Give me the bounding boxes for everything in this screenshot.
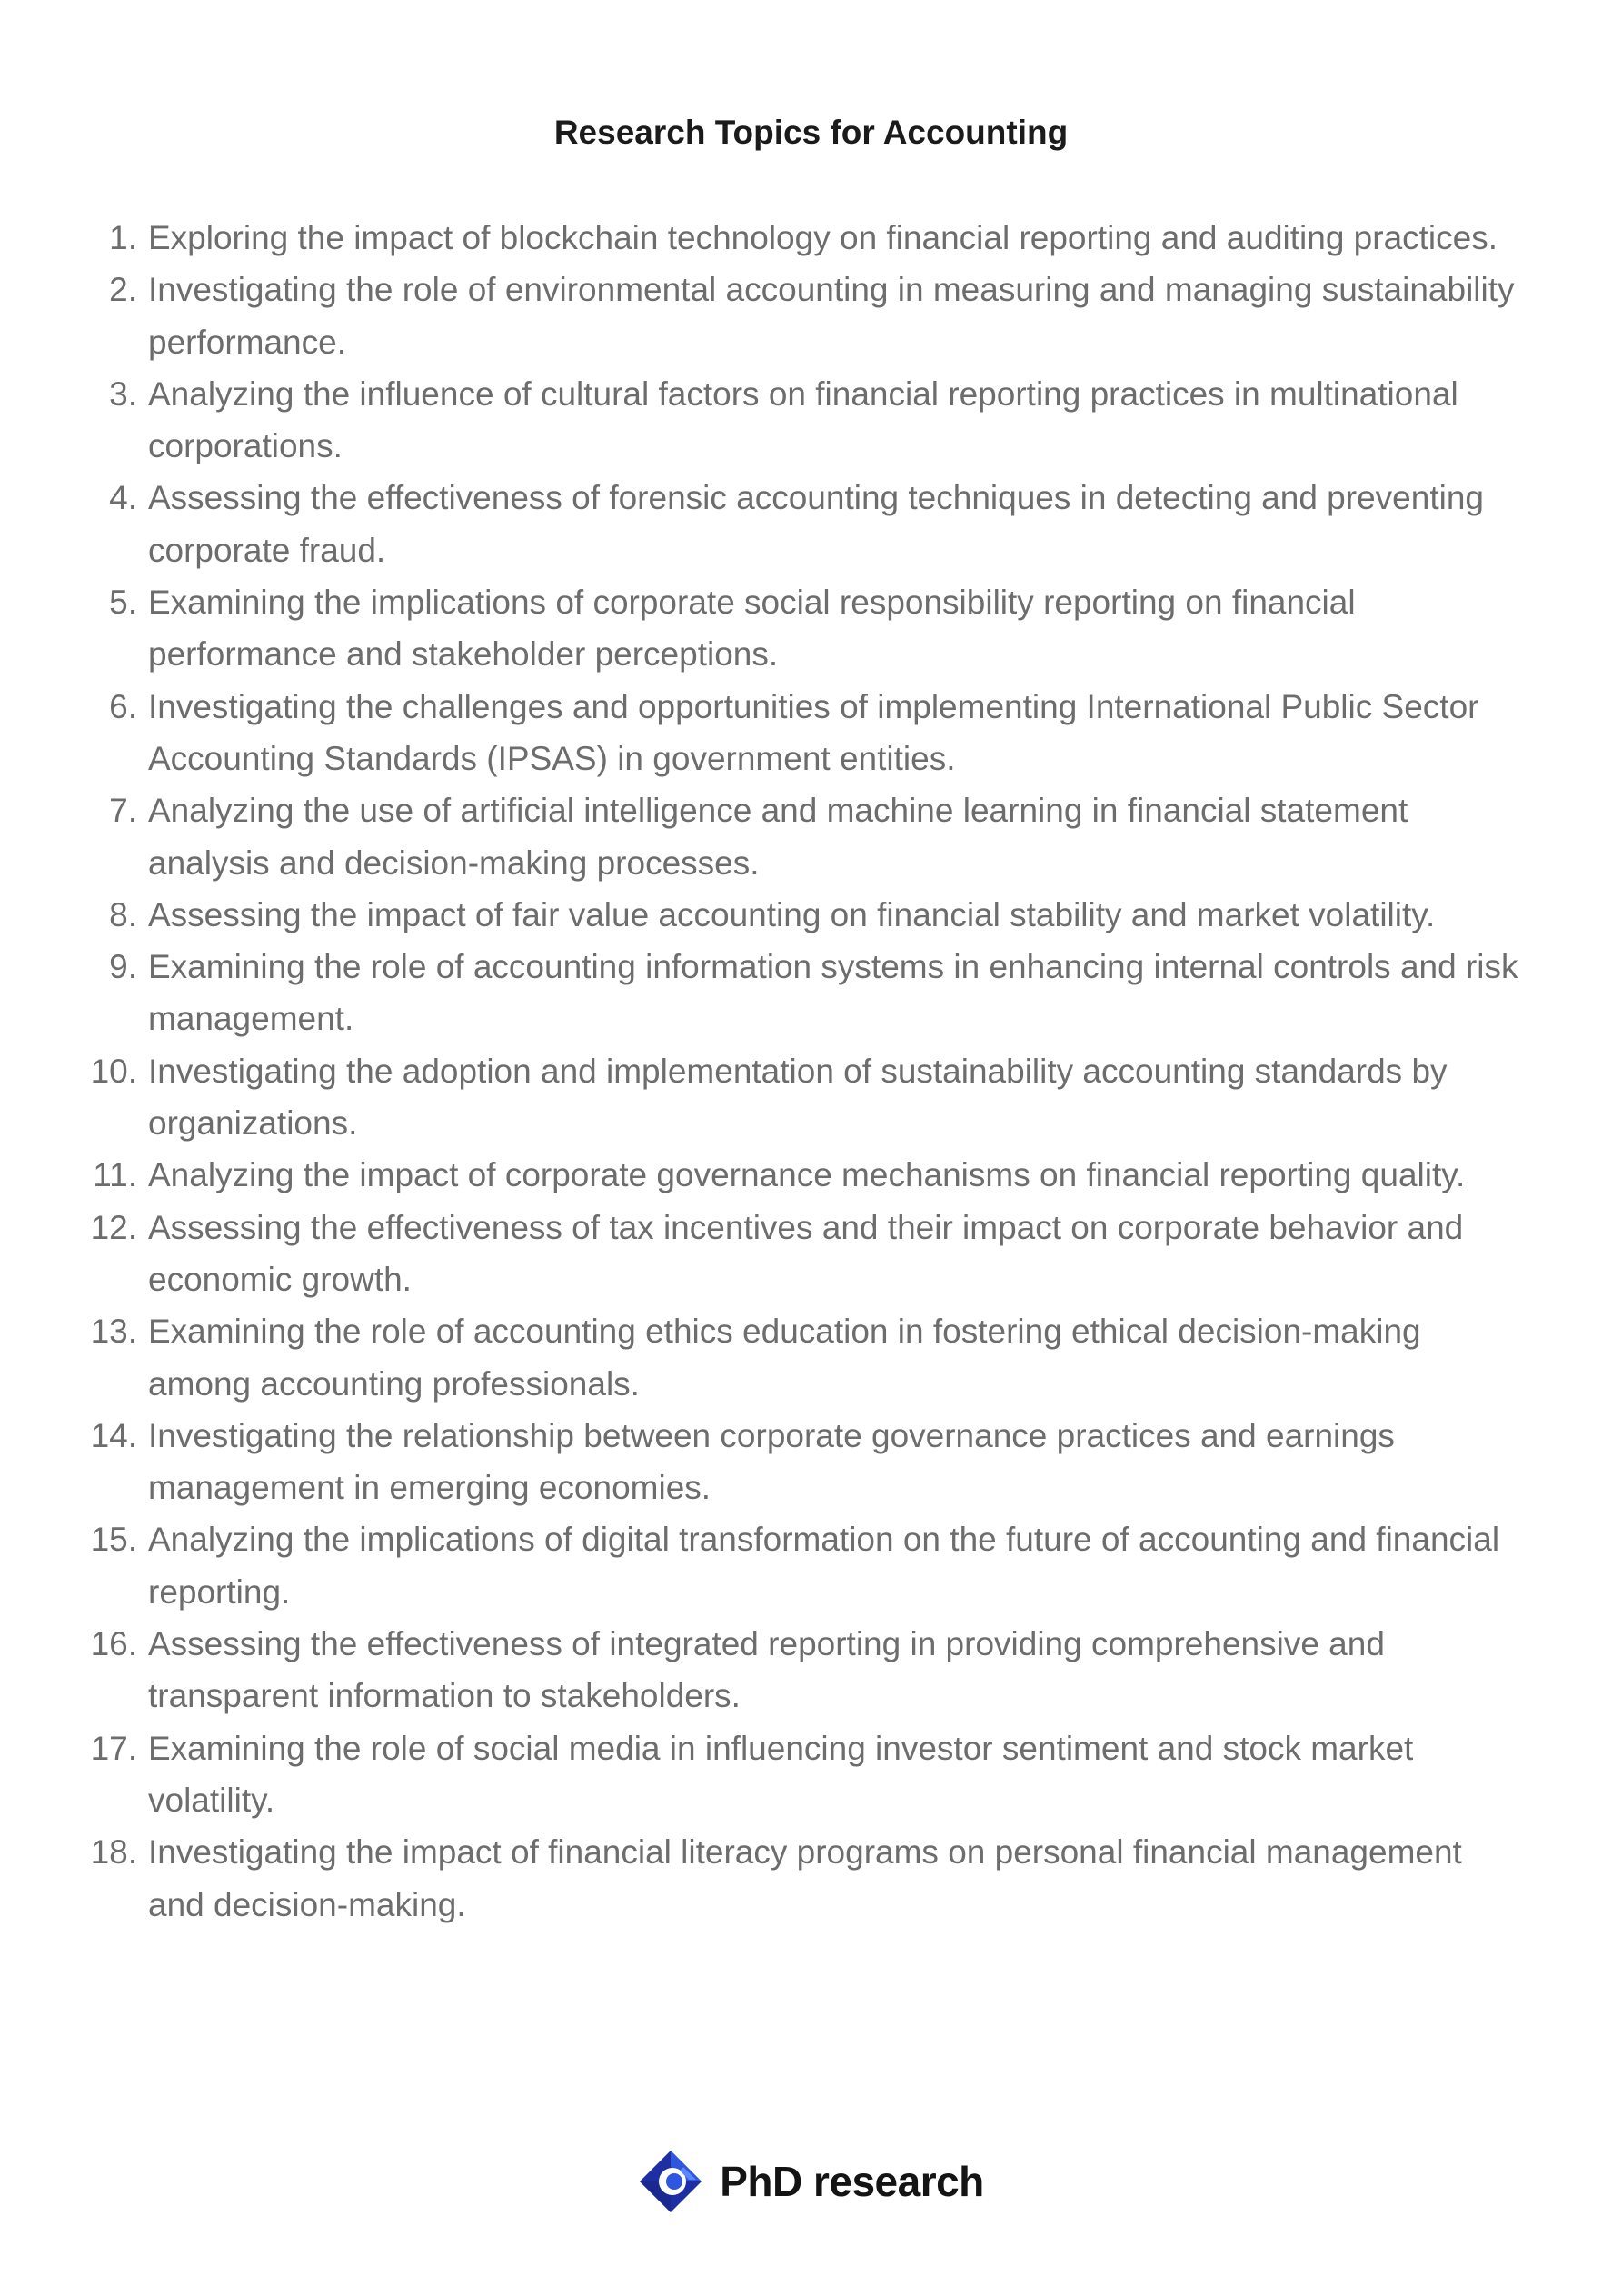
topic-text: Examining the role of accounting ethics education in fostering ethical decision-making among accounting professionals.	[148, 1313, 1421, 1403]
brand-footer	[0, 2149, 1622, 2214]
topic-item	[0, 1618, 1622, 1722]
topic-text: Analyzing the impact of corporate governance mechanisms on financial reporting quality.	[148, 1156, 1466, 1194]
page-title: Research Topics for Accounting	[553, 114, 1069, 151]
topic-item	[0, 264, 1622, 368]
topic-number: 18.	[90, 1833, 137, 1872]
topic-text: Analyzing the use of artificial intelligence and machine learning in financial statement analysis and decision-making processes.	[148, 792, 1408, 882]
topic-number: 7.	[109, 792, 137, 830]
topic-text: Examining the role of accounting information systems in enhancing internal controls and risk management.	[148, 948, 1518, 1038]
topic-number: 13.	[90, 1313, 137, 1351]
topic-number: 11.	[93, 1156, 137, 1194]
topic-text: Analyzing the influence of cultural factors on financial reporting practices in multinational corporations.	[148, 374, 1458, 465]
topic-item	[0, 889, 1622, 941]
topic-number: 5.	[109, 584, 137, 622]
topic-item	[0, 1305, 1622, 1410]
topic-text: Investigating the relationship between corporate governance practices and earnings management in emerging economies.	[148, 1416, 1395, 1507]
topic-text: Assessing the effectiveness of integrated reporting in providing comprehensive and transparent information to stakeholders.	[148, 1625, 1385, 1715]
topic-number: 9.	[109, 948, 137, 986]
topic-text: Examining the implications of corporate social responsibility reporting on financial performance and stakeholder perceptions.	[148, 584, 1356, 674]
phd-research-logo-icon	[638, 2149, 703, 2214]
topic-text: Assessing the effectiveness of forensic accounting techniques in detecting and preventing corporate fraud.	[148, 479, 1484, 569]
topic-number: 12.	[90, 1208, 137, 1246]
topic-item	[0, 1826, 1622, 1931]
topic-number: 4.	[109, 479, 137, 517]
topic-item	[0, 212, 1622, 264]
topic-text: Assessing the impact of fair value accounting on financial stability and market volatility.	[148, 895, 1436, 933]
topic-item	[0, 472, 1622, 576]
topic-item	[0, 1202, 1622, 1306]
topic-item	[0, 1513, 1622, 1618]
topic-item	[0, 681, 1622, 785]
topic-number: 15.	[90, 1521, 137, 1559]
topic-item	[0, 1149, 1622, 1201]
topic-number: 6.	[109, 687, 137, 725]
topic-text: Investigating the adoption and implementation of sustainability accounting standards by organizations.	[148, 1052, 1448, 1143]
topic-text: Exploring the impact of blockchain technology on financial reporting and auditing practices.	[148, 219, 1498, 256]
topic-text: Investigating the impact of financial literacy programs on personal financial management and decision-making.	[148, 1833, 1462, 1923]
topic-item	[0, 1045, 1622, 1150]
topic-item	[0, 1722, 1622, 1827]
topic-number: 14.	[90, 1416, 137, 1454]
topic-text: Investigating the role of environmental accounting in measuring and managing sustainability performance.	[148, 271, 1515, 361]
topic-number: 16.	[90, 1625, 137, 1663]
topic-number: 1.	[109, 219, 137, 256]
topic-number: 17.	[90, 1729, 137, 1767]
brand-name: PhD research	[720, 2158, 984, 2205]
topic-text: Assessing the effectiveness of tax incentives and their impact on corporate behavior and economic growth.	[148, 1208, 1464, 1298]
topic-number: 3.	[109, 374, 137, 413]
topic-number: 10.	[90, 1052, 137, 1090]
topic-item	[0, 1410, 1622, 1514]
topic-number: 8.	[109, 895, 137, 933]
topic-number: 2.	[109, 271, 137, 309]
topic-item	[0, 368, 1622, 473]
topic-item	[0, 576, 1622, 681]
topic-text: Investigating the challenges and opportunities of implementing International Public Sector Accounting Standards (IPSAS) in government entities.	[148, 687, 1479, 777]
topic-text: Examining the role of social media in influencing investor sentiment and stock market volatility.	[148, 1729, 1414, 1819]
topic-text: Analyzing the implications of digital transformation on the future of accounting and financial reporting.	[148, 1521, 1500, 1611]
topic-list	[0, 212, 1622, 1931]
topic-item	[0, 784, 1622, 889]
topic-item	[0, 941, 1622, 1045]
